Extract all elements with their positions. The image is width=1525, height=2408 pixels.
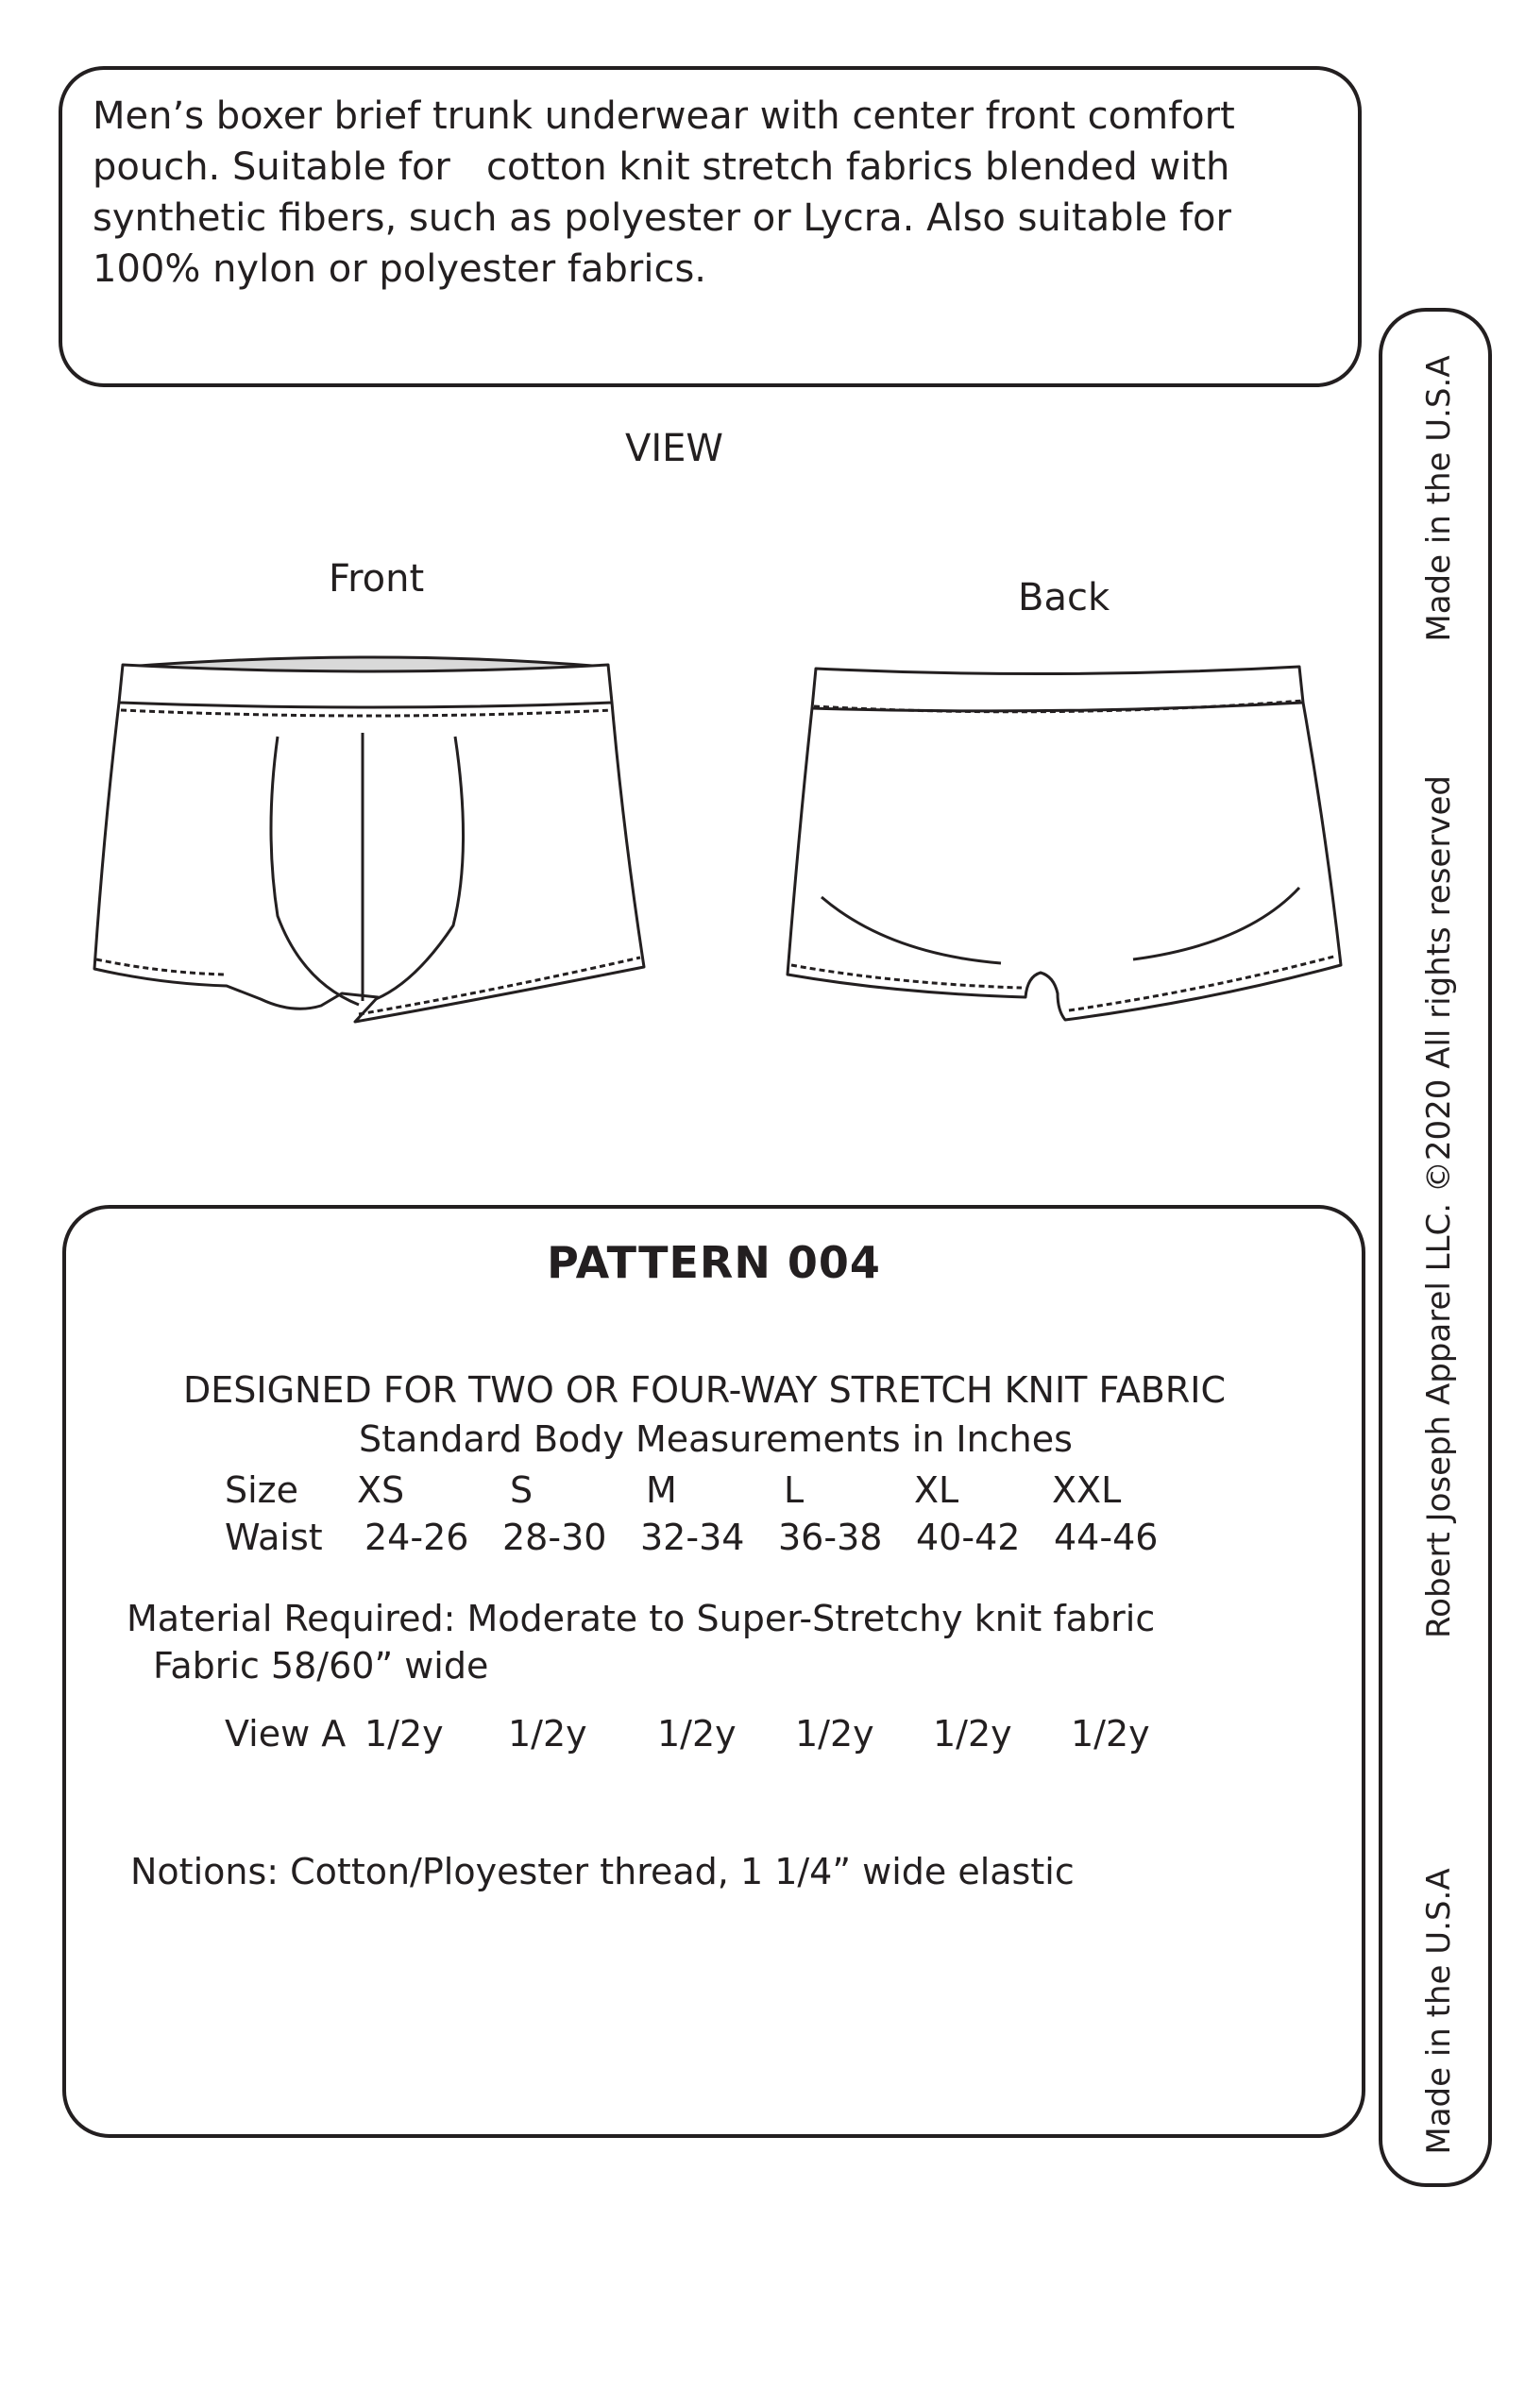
yardage-cell: 1/2y <box>657 1713 737 1755</box>
side-strip <box>1379 308 1492 2187</box>
fabric-type-note: DESIGNED FOR TWO OR FOUR-WAY STRETCH KNIT FABRIC <box>183 1369 1227 1411</box>
view-heading: VIEW <box>625 427 723 470</box>
waist-cell: 40-42 <box>916 1517 1021 1558</box>
description-text: Men’s boxer brief trunk underwear with center front comfort pouch. Suitable for cotton knit stretch fabrics blended with synthetic fibers, such as polyester or Lycra. Also suitable for 100% nylon or polyester fabrics. <box>93 94 1235 291</box>
material-required: Material Required: Moderate to Super-Stretchy knit fabric <box>127 1598 1156 1639</box>
waist-cell: 32-34 <box>640 1517 745 1558</box>
measurements-heading: Standard Body Measurements in Inches <box>359 1418 1073 1460</box>
notions: Notions: Cotton/Ployester thread, 1 1/4” wide elastic <box>130 1851 1075 1892</box>
yardage-cell: 1/2y <box>508 1713 587 1755</box>
size-cell: M <box>646 1469 677 1511</box>
yardage-cell: 1/2y <box>933 1713 1012 1755</box>
made-in-usa-bottom: Made in the U.S.A <box>1420 1868 1458 2155</box>
waist-cell: 36-38 <box>778 1517 883 1558</box>
yardage-cell: 1/2y <box>1071 1713 1150 1755</box>
back-view-illustration <box>774 642 1360 1058</box>
waist-row-label: Waist <box>225 1517 323 1558</box>
front-view-illustration <box>76 642 680 1058</box>
back-view-label: Back <box>1018 576 1110 619</box>
made-in-usa-top: Made in the U.S.A <box>1420 355 1458 642</box>
size-cell: XL <box>914 1469 959 1511</box>
waist-cell: 24-26 <box>364 1517 469 1558</box>
yardage-cell: 1/2y <box>795 1713 874 1755</box>
front-view-label: Front <box>329 557 425 601</box>
yardage-cell: 1/2y <box>364 1713 444 1755</box>
waist-cell: 28-30 <box>502 1517 607 1558</box>
size-cell: XS <box>357 1469 405 1511</box>
pattern-title: PATTERN 004 <box>547 1237 881 1288</box>
pattern-info-box <box>62 1205 1365 2138</box>
description-box <box>59 66 1362 387</box>
fabric-width: Fabric 58/60” wide <box>153 1645 489 1687</box>
copyright-notice: Robert Joseph Apparel LLC. ©2020 All rights reserved <box>1420 775 1458 1638</box>
size-row-label: Size <box>225 1469 299 1511</box>
size-cell: L <box>784 1469 805 1511</box>
size-cell: S <box>510 1469 534 1511</box>
waist-cell: 44-46 <box>1054 1517 1159 1558</box>
size-cell: XXL <box>1052 1469 1122 1511</box>
view-a-label: View A <box>225 1713 347 1755</box>
